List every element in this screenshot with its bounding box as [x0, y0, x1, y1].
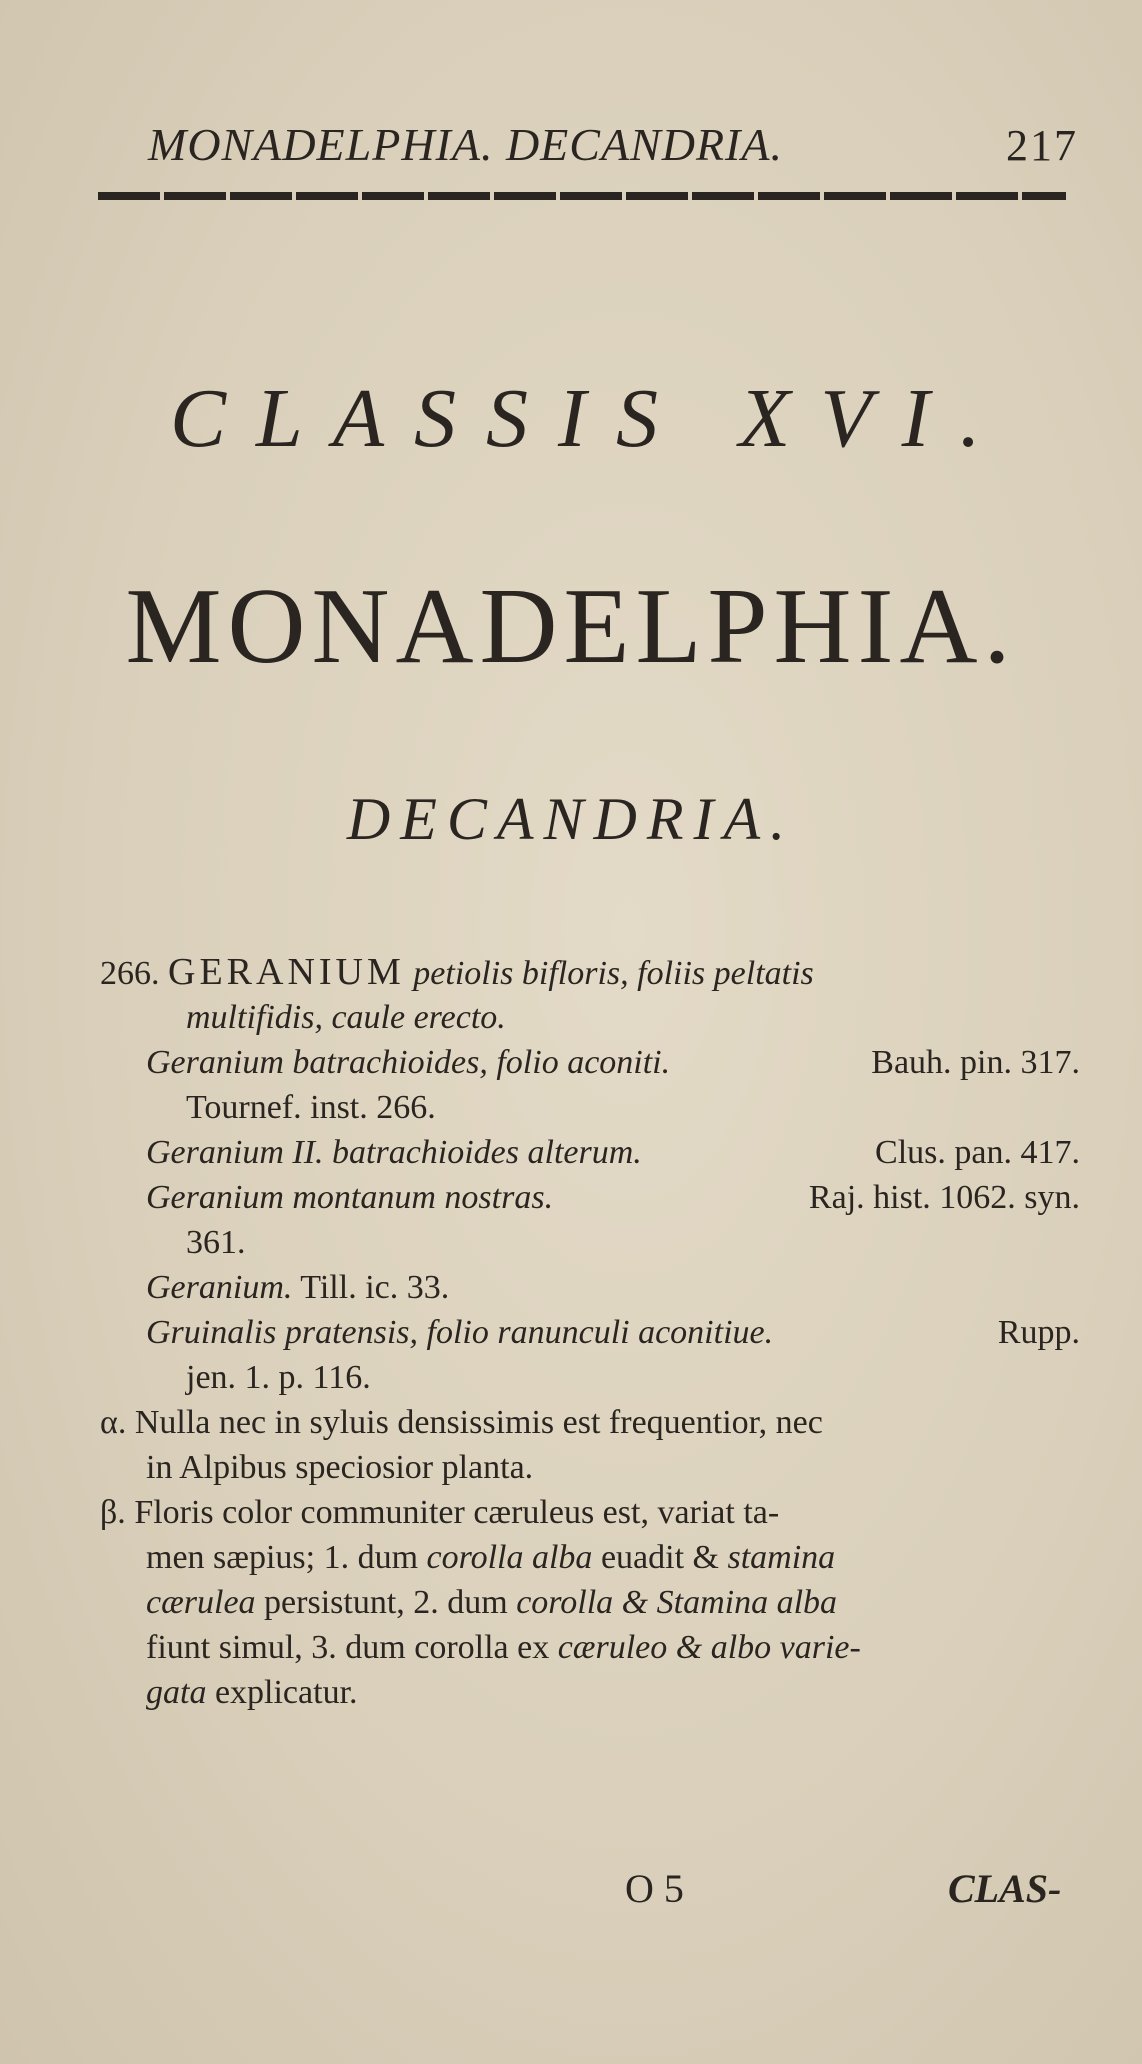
note-text: Nulla nec in syluis densissimis est frequentior, nec — [134, 1404, 823, 1441]
synonym-citation: Rupp. — [997, 1314, 1080, 1351]
synonym-line — [100, 1085, 1080, 1130]
note-text: explicatur. — [214, 1674, 358, 1711]
note-italic: cærulea — [146, 1584, 256, 1621]
synonym-line — [100, 1310, 1080, 1355]
synonym-citation: Till. ic. 33. — [300, 1269, 450, 1306]
synonym-citation: Clus. pan. 417. — [875, 1134, 1080, 1171]
page-number: 217 — [1006, 121, 1078, 170]
note-marker-alpha: α. — [100, 1404, 127, 1441]
synonym-citation: jen. 1. p. 116. — [186, 1359, 371, 1396]
order-title: DECANDRIA. — [346, 786, 796, 852]
diagnosis-text: multifidis, caule erecto. — [186, 999, 506, 1036]
note-text: in Alpibus speciosior planta. — [146, 1449, 534, 1486]
synonym-line — [100, 1175, 1080, 1220]
note-italic: gata — [146, 1674, 207, 1711]
note-text: fiunt simul, 3. dum corolla ex — [146, 1629, 550, 1666]
note-italic: corolla & Stamina alba — [516, 1584, 838, 1621]
synonym-citation: Tournef. inst. 266. — [186, 1089, 436, 1126]
note-line — [100, 1490, 1080, 1535]
synonym-citation: 361. — [186, 1224, 246, 1261]
note-text: persistunt, 2. dum — [264, 1584, 508, 1621]
synonym-line — [100, 1130, 1080, 1175]
synonym-line — [100, 1040, 1080, 1085]
class-title: MONADELPHIA. — [125, 567, 1017, 686]
synonym-name: Geranium. — [146, 1269, 293, 1306]
diagnosis-text: petiolis bifloris, foliis peltatis — [413, 955, 814, 992]
synonym-name: Geranium montanum nostras. — [146, 1179, 554, 1216]
entry-number: 266. — [100, 955, 160, 992]
note-line — [100, 1625, 1080, 1670]
running-title: MONADELPHIA. DECANDRIA. — [148, 119, 783, 170]
synonym-line — [100, 1265, 1080, 1310]
note-italic: stamina — [727, 1539, 836, 1576]
note-marker-beta: β. — [100, 1494, 126, 1531]
synonym-name: Geranium batrachioides, folio aconiti. — [146, 1044, 671, 1081]
running-head — [148, 118, 1078, 178]
note-text: men sæpius; 1. dum — [146, 1539, 419, 1576]
note-line — [100, 1670, 1080, 1715]
signature-mark: O 5 — [625, 1866, 684, 1911]
synonym-citation: Bauh. pin. 317. — [871, 1044, 1080, 1081]
entry-line — [100, 950, 1080, 995]
note-text: euadit & — [600, 1539, 719, 1576]
catchword: CLAS- — [948, 1866, 1062, 1911]
note-italic: corolla alba — [426, 1539, 593, 1576]
synonym-line — [100, 1355, 1080, 1400]
synonym-line — [100, 1220, 1080, 1265]
note-italic: cæruleo & albo varie- — [557, 1629, 861, 1666]
genus-name: GERANIUM — [168, 951, 405, 993]
synonym-name: Geranium II. batrachioides alterum. — [146, 1134, 642, 1171]
header-rule — [98, 192, 1066, 200]
note-line — [100, 1445, 1080, 1490]
note-line — [100, 1535, 1080, 1580]
class-heading: CLASSIS XVI. — [170, 372, 1011, 465]
note-text: Floris color communiter cæruleus est, variat ta- — [134, 1494, 780, 1531]
note-line — [100, 1580, 1080, 1625]
page-footer — [0, 1865, 1142, 1915]
synonym-name: Gruinalis pratensis, folio ranunculi aconitiue. — [146, 1314, 774, 1351]
entry-line — [100, 995, 1080, 1040]
note-line — [100, 1400, 1080, 1445]
species-entry — [100, 950, 1080, 1715]
synonym-citation: Raj. hist. 1062. syn. — [808, 1179, 1080, 1216]
